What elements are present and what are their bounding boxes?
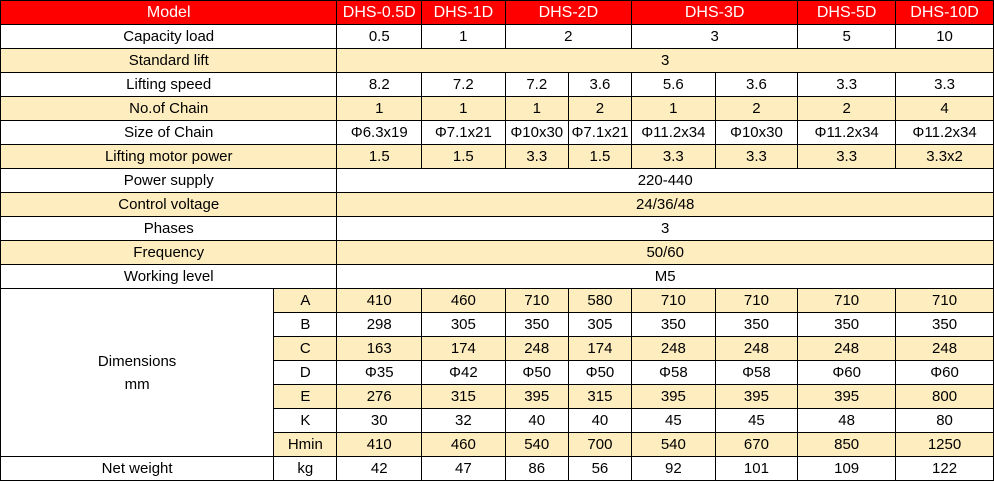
cell-capacity-0: 0.5 xyxy=(337,25,422,49)
cell-dim-e-4: 395 xyxy=(632,385,716,409)
cell-net-weight-2: 86 xyxy=(505,457,568,481)
cell-dim-e-7: 800 xyxy=(896,385,994,409)
header-model-label: Model xyxy=(1,1,337,25)
cell-dim-d-5: Φ58 xyxy=(715,361,798,385)
cell-size-of-chain-7: Φ11.2x34 xyxy=(896,121,994,145)
cell-lifting-speed-0: 8.2 xyxy=(337,73,422,97)
row-label-control-voltage: Control voltage xyxy=(1,193,337,217)
cell-size-of-chain-4: Φ11.2x34 xyxy=(632,121,716,145)
cell-lifting-speed-7: 3.3 xyxy=(896,73,994,97)
cell-motor-power-6: 3.3 xyxy=(798,145,896,169)
dim-sub-b: B xyxy=(274,313,337,337)
cell-size-of-chain-0: Φ6.3x19 xyxy=(337,121,422,145)
cell-capacity-1: 1 xyxy=(422,25,506,49)
header-model-4: DHS-5D xyxy=(798,1,896,25)
cell-working-level-value: M5 xyxy=(337,265,994,289)
row-label-no-of-chain: No.of Chain xyxy=(1,97,337,121)
cell-dim-hmin-2: 540 xyxy=(505,433,568,457)
cell-dim-hmin-1: 460 xyxy=(422,433,506,457)
cell-no-of-chain-2: 1 xyxy=(505,97,568,121)
table-row xyxy=(1,73,994,97)
cell-dim-b-6: 350 xyxy=(798,313,896,337)
cell-dim-c-6: 248 xyxy=(798,337,896,361)
table-row xyxy=(1,217,994,241)
cell-frequency-value: 50/60 xyxy=(337,241,994,265)
cell-dim-c-3: 174 xyxy=(568,337,631,361)
cell-dim-d-4: Φ58 xyxy=(632,361,716,385)
cell-dim-d-7: Φ60 xyxy=(896,361,994,385)
cell-control-voltage-value: 24/36/48 xyxy=(337,193,994,217)
cell-dim-c-4: 248 xyxy=(632,337,716,361)
cell-dim-k-5: 45 xyxy=(715,409,798,433)
cell-size-of-chain-6: Φ11.2x34 xyxy=(798,121,896,145)
cell-dim-hmin-6: 850 xyxy=(798,433,896,457)
table-row xyxy=(1,169,994,193)
table-row xyxy=(1,193,994,217)
cell-dim-k-3: 40 xyxy=(568,409,631,433)
cell-dim-c-1: 174 xyxy=(422,337,506,361)
cell-dim-k-2: 40 xyxy=(505,409,568,433)
cell-dim-k-1: 32 xyxy=(422,409,506,433)
row-label-phases: Phases xyxy=(1,217,337,241)
cell-dim-k-0: 30 xyxy=(337,409,422,433)
cell-dim-a-4: 710 xyxy=(632,289,716,313)
header-model-0: DHS-0.5D xyxy=(337,1,422,25)
cell-motor-power-4: 3.3 xyxy=(632,145,716,169)
header-model-3: DHS-3D xyxy=(632,1,798,25)
dim-sub-e: E xyxy=(274,385,337,409)
table-row xyxy=(1,97,994,121)
cell-motor-power-7: 3.3x2 xyxy=(896,145,994,169)
cell-dim-k-7: 80 xyxy=(896,409,994,433)
table-row xyxy=(1,121,994,145)
cell-dim-a-1: 460 xyxy=(422,289,506,313)
cell-dim-d-6: Φ60 xyxy=(798,361,896,385)
cell-motor-power-0: 1.5 xyxy=(337,145,422,169)
cell-power-supply-value: 220-440 xyxy=(337,169,994,193)
cell-capacity-5: 10 xyxy=(896,25,994,49)
cell-net-weight-7: 122 xyxy=(896,457,994,481)
cell-dim-d-3: Φ50 xyxy=(568,361,631,385)
cell-net-weight-6: 109 xyxy=(798,457,896,481)
cell-net-weight-5: 101 xyxy=(715,457,798,481)
table-header-row xyxy=(1,1,994,25)
cell-dim-k-6: 48 xyxy=(798,409,896,433)
cell-motor-power-1: 1.5 xyxy=(422,145,506,169)
table-row xyxy=(1,145,994,169)
table-row xyxy=(1,49,994,73)
cell-no-of-chain-1: 1 xyxy=(422,97,506,121)
cell-dim-e-6: 395 xyxy=(798,385,896,409)
cell-dim-e-5: 395 xyxy=(715,385,798,409)
cell-dim-a-7: 710 xyxy=(896,289,994,313)
net-weight-unit: kg xyxy=(274,457,337,481)
cell-capacity-3: 3 xyxy=(632,25,798,49)
cell-lifting-speed-6: 3.3 xyxy=(798,73,896,97)
dimensions-label-line2: mm xyxy=(124,375,150,393)
header-model-2: DHS-2D xyxy=(505,1,631,25)
cell-lifting-speed-1: 7.2 xyxy=(422,73,506,97)
cell-standard-lift-value: 3 xyxy=(337,49,994,73)
dim-sub-k: K xyxy=(274,409,337,433)
row-label-working-level: Working level xyxy=(1,265,337,289)
cell-dim-b-5: 350 xyxy=(715,313,798,337)
cell-dim-b-4: 350 xyxy=(632,313,716,337)
cell-dim-hmin-7: 1250 xyxy=(896,433,994,457)
cell-dim-c-2: 248 xyxy=(505,337,568,361)
cell-dim-c-7: 248 xyxy=(896,337,994,361)
row-label-dimensions xyxy=(1,289,274,457)
cell-capacity-2: 2 xyxy=(505,25,631,49)
cell-net-weight-4: 92 xyxy=(632,457,716,481)
cell-dim-a-6: 710 xyxy=(798,289,896,313)
cell-no-of-chain-7: 4 xyxy=(896,97,994,121)
cell-size-of-chain-2: Φ10x30 xyxy=(505,121,568,145)
cell-dim-d-2: Φ50 xyxy=(505,361,568,385)
table-row xyxy=(1,25,994,49)
row-label-lifting-motor-power: Lifting motor power xyxy=(1,145,337,169)
cell-lifting-speed-3: 3.6 xyxy=(568,73,631,97)
cell-dim-hmin-5: 670 xyxy=(715,433,798,457)
dim-sub-a: A xyxy=(274,289,337,313)
cell-dim-b-3: 305 xyxy=(568,313,631,337)
dim-sub-hmin: Hmin xyxy=(274,433,337,457)
cell-dim-e-0: 276 xyxy=(337,385,422,409)
cell-size-of-chain-1: Φ7.1x21 xyxy=(422,121,506,145)
table-body xyxy=(1,1,994,481)
row-label-size-of-chain: Size of Chain xyxy=(1,121,337,145)
cell-net-weight-1: 47 xyxy=(422,457,506,481)
header-model-1: DHS-1D xyxy=(422,1,506,25)
table-row xyxy=(1,457,994,481)
dim-sub-d: D xyxy=(274,361,337,385)
cell-dim-e-3: 315 xyxy=(568,385,631,409)
cell-lifting-speed-5: 3.6 xyxy=(715,73,798,97)
cell-dim-hmin-3: 700 xyxy=(568,433,631,457)
cell-motor-power-3: 1.5 xyxy=(568,145,631,169)
cell-dim-e-1: 315 xyxy=(422,385,506,409)
cell-no-of-chain-3: 2 xyxy=(568,97,631,121)
row-label-lifting-speed: Lifting speed xyxy=(1,73,337,97)
cell-dim-c-5: 248 xyxy=(715,337,798,361)
cell-size-of-chain-5: Φ10x30 xyxy=(715,121,798,145)
table-row xyxy=(1,241,994,265)
header-model-5: DHS-10D xyxy=(896,1,994,25)
cell-no-of-chain-4: 1 xyxy=(632,97,716,121)
cell-dim-d-0: Φ35 xyxy=(337,361,422,385)
table-row xyxy=(1,265,994,289)
row-label-power-supply: Power supply xyxy=(1,169,337,193)
row-label-capacity-load: Capacity load xyxy=(1,25,337,49)
cell-lifting-speed-2: 7.2 xyxy=(505,73,568,97)
cell-net-weight-0: 42 xyxy=(337,457,422,481)
cell-dim-e-2: 395 xyxy=(505,385,568,409)
cell-dim-a-5: 710 xyxy=(715,289,798,313)
row-label-net-weight: Net weight xyxy=(1,457,274,481)
cell-dim-k-4: 45 xyxy=(632,409,716,433)
cell-dim-b-2: 350 xyxy=(505,313,568,337)
cell-dim-b-7: 350 xyxy=(896,313,994,337)
cell-net-weight-3: 56 xyxy=(568,457,631,481)
row-label-frequency: Frequency xyxy=(1,241,337,265)
cell-lifting-speed-4: 5.6 xyxy=(632,73,716,97)
cell-no-of-chain-5: 2 xyxy=(715,97,798,121)
cell-no-of-chain-0: 1 xyxy=(337,97,422,121)
cell-dim-hmin-4: 540 xyxy=(632,433,716,457)
cell-no-of-chain-6: 2 xyxy=(798,97,896,121)
cell-dim-c-0: 163 xyxy=(337,337,422,361)
row-label-standard-lift: Standard lift xyxy=(1,49,337,73)
cell-dim-b-1: 305 xyxy=(422,313,506,337)
dim-sub-c: C xyxy=(274,337,337,361)
cell-motor-power-5: 3.3 xyxy=(715,145,798,169)
cell-dim-hmin-0: 410 xyxy=(337,433,422,457)
cell-dim-d-1: Φ42 xyxy=(422,361,506,385)
cell-phases-value: 3 xyxy=(337,217,994,241)
cell-size-of-chain-3: Φ7.1x21 xyxy=(568,121,631,145)
cell-dim-a-0: 410 xyxy=(337,289,422,313)
cell-capacity-4: 5 xyxy=(798,25,896,49)
cell-dim-a-2: 710 xyxy=(505,289,568,313)
cell-dim-b-0: 298 xyxy=(337,313,422,337)
dimensions-label-line1: Dimensions xyxy=(97,352,177,370)
cell-dim-a-3: 580 xyxy=(568,289,631,313)
cell-motor-power-2: 3.3 xyxy=(505,145,568,169)
table-row xyxy=(1,289,994,313)
